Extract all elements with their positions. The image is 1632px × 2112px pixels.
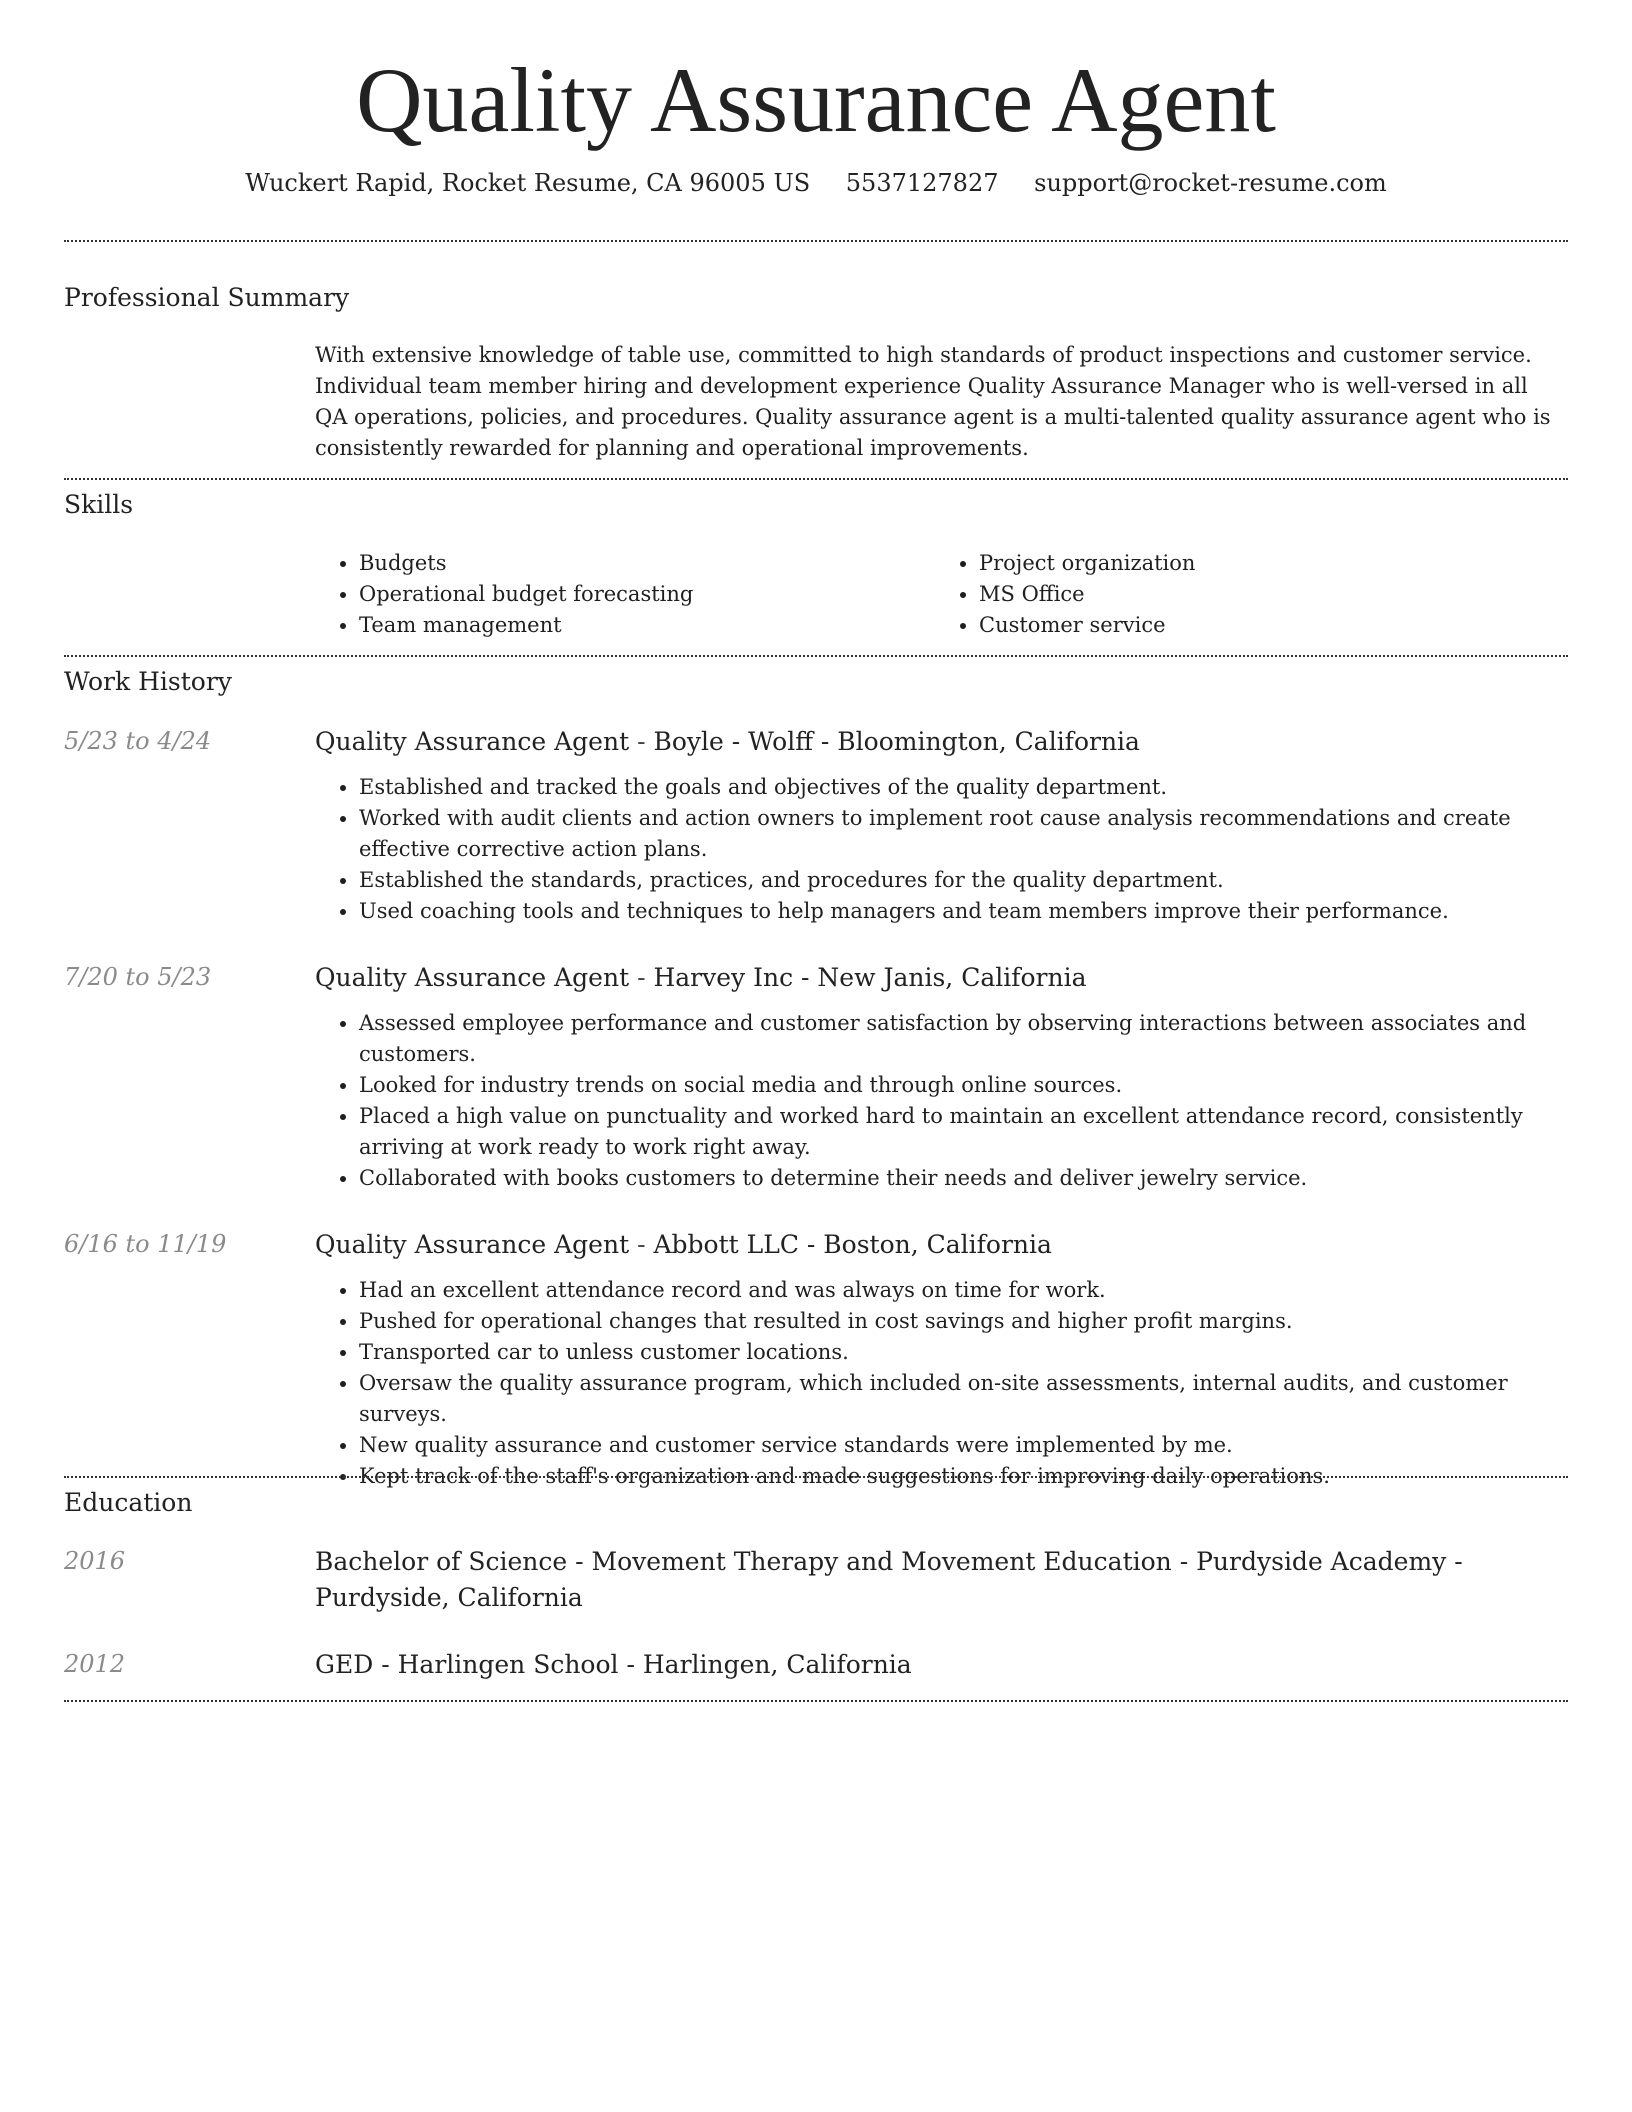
education-entry: Bachelor of Science - Movement Therapy and Movement Education - Purdyside Academy - Purdyside, California bbox=[315, 1547, 1463, 1612]
skills-column-right bbox=[935, 548, 1555, 641]
skill-item: • Customer service bbox=[979, 610, 1555, 641]
skill-item: • Budgets bbox=[359, 548, 935, 579]
job-bullet: • Worked with audit clients and action owners to implement root cause analysis recommendations and create effective corrective action plans. bbox=[359, 803, 1555, 865]
job-bullet: • Assessed employee performance and customer satisfaction by observing interactions between associates and customers. bbox=[359, 1008, 1555, 1070]
job-bullet: • Established and tracked the goals and objectives of the quality department. bbox=[359, 772, 1555, 803]
summary-text: With extensive knowledge of table use, committed to high standards of product inspections and customer service. Individual team member hiring and development experience Quality Assurance Manager who is well-versed in all QA operations, policies, and procedures. Quality assurance agent is a multi-talented quality assurance agent who is consistently rewarded for planning and operational improvements. bbox=[315, 343, 1551, 460]
contact-phone: 5537127827 bbox=[845, 169, 999, 198]
job-title-line: Quality Assurance Agent - Abbott LLC - Boston, California bbox=[315, 1230, 1052, 1259]
contact-line bbox=[0, 169, 1632, 197]
job-bullet: • Kept track of the staff's organization and made suggestions for improving daily operations. bbox=[359, 1461, 1555, 1492]
skill-item: • Project organization bbox=[979, 548, 1555, 579]
education-heading: Education bbox=[64, 1488, 193, 1517]
work-heading: Work History bbox=[64, 667, 232, 696]
job-title-line: Quality Assurance Agent - Harvey Inc - New Janis, California bbox=[315, 963, 1087, 992]
education-year: 2012 bbox=[64, 1650, 126, 1678]
education-school: Purdyside Academy - Purdyside, California bbox=[315, 1547, 1463, 1612]
contact-email: support@rocket-resume.com bbox=[1034, 169, 1387, 198]
section-divider bbox=[64, 655, 1568, 657]
contact-address: Wuckert Rapid, Rocket Resume, CA 96005 US bbox=[245, 169, 811, 198]
job-company: Harvey Inc - New Janis, California bbox=[653, 963, 1087, 992]
job-bullet: • Had an excellent attendance record and was always on time for work. bbox=[359, 1275, 1555, 1306]
education-degree: GED bbox=[315, 1650, 374, 1679]
job-dates: 6/16 to 11/19 bbox=[64, 1230, 227, 1258]
skills-heading: Skills bbox=[64, 490, 134, 519]
job-bullets bbox=[315, 1008, 1555, 1194]
skill-item: • MS Office bbox=[979, 579, 1555, 610]
candidate-name: Quality Assurance Agent bbox=[356, 49, 1276, 151]
job-company: Abbott LLC - Boston, California bbox=[653, 1230, 1052, 1259]
job-bullet: • Pushed for operational changes that resulted in cost savings and higher profit margins. bbox=[359, 1306, 1555, 1337]
job-company: Boyle - Wolff - Bloomington, California bbox=[653, 727, 1140, 756]
section-divider bbox=[64, 240, 1568, 242]
job-bullets bbox=[315, 1275, 1555, 1492]
education-year: 2016 bbox=[64, 1547, 126, 1575]
skill-item: • Operational budget forecasting bbox=[359, 579, 935, 610]
job-bullet: • Transported car to unless customer locations. bbox=[359, 1337, 1555, 1368]
skills-column-left bbox=[315, 548, 935, 641]
job-entry bbox=[315, 960, 1555, 1194]
education-school: Harlingen School - Harlingen, California bbox=[397, 1650, 912, 1679]
job-bullet: • Established the standards, practices, and procedures for the quality department. bbox=[359, 865, 1555, 896]
summary-heading: Professional Summary bbox=[64, 283, 350, 312]
job-role: Quality Assurance Agent bbox=[315, 1230, 630, 1259]
section-divider bbox=[64, 1700, 1568, 1702]
job-entry bbox=[315, 1227, 1555, 1492]
job-bullet: • Oversaw the quality assurance program, which included on-site assessments, internal audits, and customer surveys. bbox=[359, 1368, 1555, 1430]
job-role: Quality Assurance Agent bbox=[315, 727, 630, 756]
job-dates: 7/20 to 5/23 bbox=[64, 963, 212, 991]
education-degree: Bachelor of Science - Movement Therapy and Movement Education bbox=[315, 1547, 1172, 1576]
skills-list bbox=[315, 548, 1555, 641]
job-bullet: • New quality assurance and customer service standards were implemented by me. bbox=[359, 1430, 1555, 1461]
job-entry bbox=[315, 724, 1555, 927]
job-dates: 5/23 to 4/24 bbox=[64, 727, 212, 755]
education-entry: GED - Harlingen School - Harlingen, California bbox=[315, 1650, 912, 1679]
resume-header bbox=[0, 50, 1632, 197]
job-bullet: • Collaborated with books customers to determine their needs and deliver jewelry service. bbox=[359, 1163, 1555, 1194]
skill-item: • Team management bbox=[359, 610, 935, 641]
job-title-line: Quality Assurance Agent - Boyle - Wolff - Bloomington, California bbox=[315, 727, 1140, 756]
job-bullet: • Looked for industry trends on social media and through online sources. bbox=[359, 1070, 1555, 1101]
section-divider bbox=[64, 1476, 1568, 1478]
job-bullets bbox=[315, 772, 1555, 927]
job-bullet: • Placed a high value on punctuality and worked hard to maintain an excellent attendance record, consistently arriving at work ready to work right away. bbox=[359, 1101, 1555, 1163]
job-role: Quality Assurance Agent bbox=[315, 963, 630, 992]
section-divider bbox=[64, 478, 1568, 480]
job-bullet: • Used coaching tools and techniques to help managers and team members improve their performance. bbox=[359, 896, 1555, 927]
